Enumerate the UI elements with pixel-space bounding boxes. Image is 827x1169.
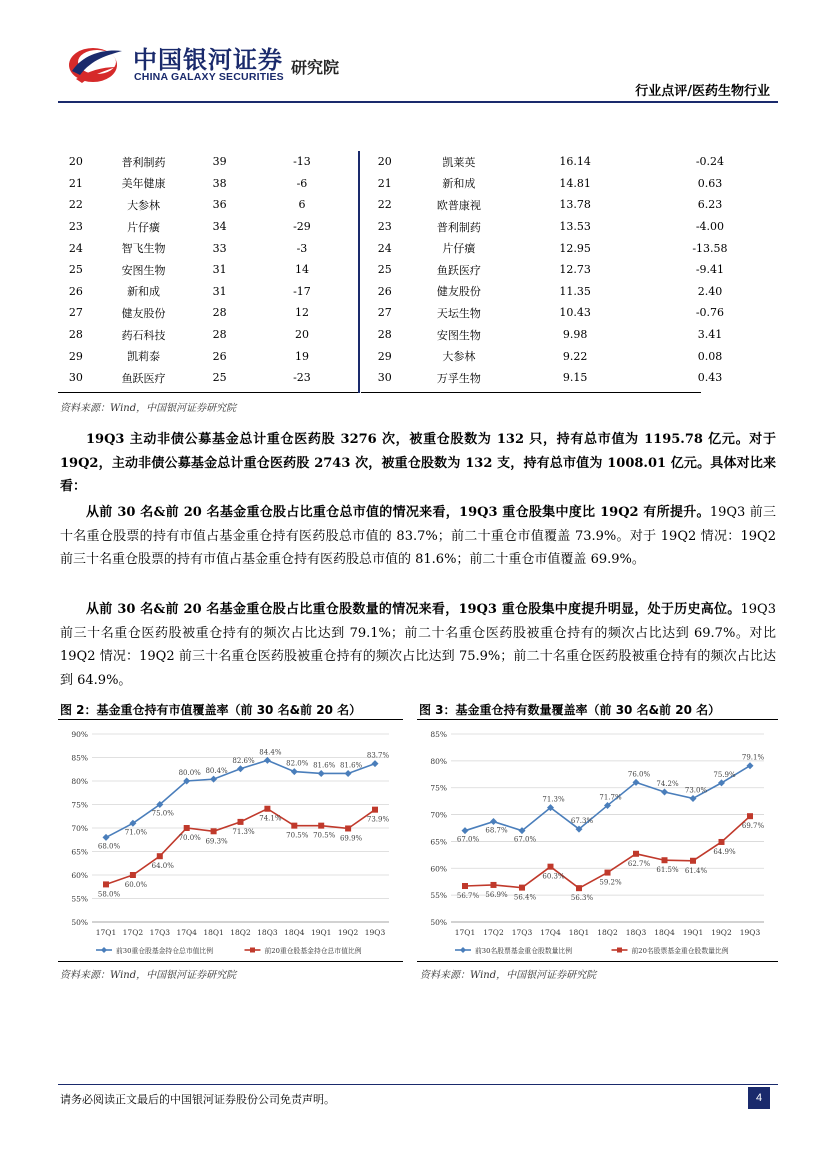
- x-tick-label: 18Q2: [230, 928, 251, 937]
- table-cell: -9.41: [695, 263, 725, 277]
- data-label: 81.6%: [339, 761, 363, 770]
- paragraph-body: 19Q3 前三十名重仓医药股被重仓持有的频次占比达到 79.1%；前二十名重仓医药股被重仓持有的频次占比达到 69.7%。对比 19Q2 情况：19Q2 前三十名重仓医药股被重仓持有的频次占比达到 75.9%；前二十名重仓医药股被重仓持有的频次占比达到 64.9%。: [60, 602, 776, 688]
- institute-name: 研究院: [291, 58, 340, 77]
- table-cell: 20: [377, 155, 392, 169]
- table-cell: -3: [296, 241, 308, 255]
- table-cell: 0.43: [697, 371, 723, 385]
- table-cell: 27: [377, 306, 392, 320]
- legend-label: 前20名股票基金重仓股数量比例: [631, 947, 729, 955]
- table-cell: 27: [68, 306, 83, 320]
- data-point: [605, 870, 611, 876]
- y-tick-label: 65%: [71, 847, 88, 857]
- data-point: [318, 770, 325, 777]
- data-point: [576, 885, 582, 891]
- table-cell: 23: [68, 220, 83, 234]
- y-tick-label: 60%: [71, 871, 88, 880]
- data-label: 73.0%: [684, 786, 708, 795]
- x-tick-label: 17Q2: [122, 928, 144, 937]
- data-label: 70.5%: [313, 831, 336, 840]
- table-cell: 26: [377, 284, 392, 298]
- table-cell: 34: [212, 220, 227, 234]
- y-tick-label: 50%: [430, 918, 447, 927]
- data-label: 70.0%: [178, 834, 201, 842]
- table-cell: 大参林: [442, 350, 476, 364]
- data-point: [103, 834, 110, 841]
- table-cell: 16.14: [559, 155, 591, 169]
- data-label: 70.5%: [286, 831, 309, 840]
- table-cell: 新和成: [442, 177, 476, 191]
- x-tick-label: 17Q4: [176, 928, 197, 937]
- paragraph-lead: 从前 30 名&前 20 名基金重仓股占比重仓股数量的情况来看，19Q3 重仓股集中度提升明显，处于历史高位。: [86, 602, 741, 617]
- figure-title-rule: [58, 719, 403, 720]
- data-label: 76.0%: [627, 770, 651, 779]
- data-point: [747, 762, 754, 769]
- table-row: [58, 345, 358, 367]
- table-cell: 24: [377, 241, 392, 255]
- table-cell: 万孚生物: [436, 371, 481, 385]
- legend-label: 前20重仓股基金持仓总市值比例: [264, 947, 362, 955]
- data-label: 67.3%: [570, 817, 594, 826]
- x-tick-label: 18Q3: [257, 928, 278, 937]
- table-cell: -13.58: [692, 241, 728, 255]
- table-row: [58, 216, 358, 238]
- table-cell: 22: [377, 198, 392, 212]
- data-point: [548, 864, 554, 870]
- table-cell: 12: [294, 306, 309, 320]
- table-cell: 30: [68, 371, 83, 385]
- x-tick-label: 19Q3: [364, 928, 386, 937]
- data-label: 61.4%: [684, 866, 708, 875]
- table-cell: 28: [212, 306, 227, 320]
- table-row: [360, 281, 778, 303]
- data-point: [130, 872, 136, 878]
- figure-2-source: 资料来源：Wind，中国银河证券研究院: [60, 970, 237, 981]
- data-label: 68.7%: [485, 826, 508, 835]
- data-label: 80.0%: [178, 769, 201, 777]
- table-row: [360, 367, 778, 389]
- table-cell: 12.73: [559, 263, 591, 277]
- table-bottom-rule: [361, 392, 701, 393]
- data-point: [661, 789, 668, 796]
- table-cell: 9.22: [562, 349, 588, 363]
- table-cell: 20: [294, 328, 309, 342]
- paragraph-summary: 19Q3 主动非债公募基金总计重仓医药股 3276 次，被重仓股数为 132 只，持有总市值为 1195.78 亿元。对于 19Q2，主动非债公募基金总计重仓医药股 2743 次，被重仓股数为 132 支，持有总市值为 1008.01 亿元。具体对比来看：: [60, 432, 776, 494]
- y-tick-label: 75%: [430, 783, 447, 793]
- table-cell: 安图生物: [121, 263, 166, 277]
- data-label: 69.9%: [339, 834, 363, 843]
- paragraph-body: 19Q3 前三十名重仓股票的持有市值占基金重仓持有医药股总市值的 83.7%；前二十重仓市值覆盖 73.9%。对于 19Q2 情况：19Q2 前三十名重仓股票的持有市值占基金重仓持有医药股总市值的 81.6%；前二十重仓市值覆盖 69.9%。: [60, 505, 776, 567]
- table-cell: 0.63: [697, 176, 723, 190]
- table-divider: [358, 151, 360, 393]
- data-point: [291, 823, 297, 829]
- chart-count-coverage: [417, 722, 778, 960]
- data-label: 84.4%: [259, 748, 282, 757]
- brand-name-cn: 中国银河证券: [133, 46, 283, 74]
- x-tick-label: 19Q1: [310, 928, 332, 937]
- data-point: [662, 857, 668, 863]
- x-tick-label: 19Q1: [682, 928, 704, 937]
- data-point: [211, 828, 217, 834]
- table-row: [360, 216, 778, 238]
- y-tick-label: 80%: [71, 777, 88, 786]
- table-cell: 9.98: [562, 328, 588, 342]
- table-cell: 39: [212, 155, 227, 169]
- table-cell: 14: [294, 263, 309, 277]
- galaxy-logo-icon: [66, 41, 124, 85]
- table-cell: 大参林: [127, 198, 161, 212]
- data-label: 75.9%: [713, 770, 736, 779]
- data-point: [519, 885, 525, 891]
- table-cell: 新和成: [127, 285, 161, 299]
- table-cell: 21: [377, 176, 392, 190]
- data-label: 56.9%: [485, 890, 508, 899]
- table-cell: 19: [294, 349, 309, 363]
- data-label: 74.2%: [656, 780, 679, 789]
- series-line: [465, 816, 750, 888]
- data-point: [690, 795, 697, 802]
- legend-marker: [617, 948, 622, 953]
- table-cell: 31: [212, 263, 227, 277]
- table-cell: 25: [377, 263, 392, 277]
- x-tick-label: 19Q3: [739, 928, 761, 937]
- table-cell: -4.00: [695, 220, 725, 234]
- table-cell: 25: [212, 371, 227, 385]
- table-row: [360, 259, 778, 281]
- table-cell: 25: [68, 263, 83, 277]
- x-tick-label: 18Q1: [568, 928, 590, 937]
- data-label: 71.0%: [124, 828, 148, 837]
- table-row: [58, 194, 358, 216]
- table-row: [360, 151, 778, 173]
- footer-disclaimer: 请务必阅读正文最后的中国银河证券股份公司免责声明。: [60, 1093, 335, 1106]
- table-cell: 欧普康视: [436, 198, 481, 212]
- data-point: [719, 839, 725, 845]
- data-point: [747, 813, 753, 819]
- table-row: [360, 302, 778, 324]
- y-tick-label: 50%: [71, 918, 88, 927]
- table-cell: 鱼跃医疗: [121, 371, 166, 385]
- table-cell: 22: [68, 198, 83, 212]
- figure-bottom-rule: [417, 961, 778, 962]
- table-cell: 10.43: [559, 306, 591, 320]
- table-cell: 26: [68, 284, 83, 298]
- data-label: 59.2%: [599, 878, 622, 887]
- data-label: 64.9%: [713, 847, 736, 856]
- data-point: [372, 807, 378, 813]
- table-cell: 29: [377, 349, 392, 363]
- table-cell: 安图生物: [436, 328, 481, 342]
- table-row: [58, 173, 358, 195]
- legend-label: 前30重仓股基金持仓总市值比例: [116, 947, 214, 955]
- y-tick-label: 70%: [71, 824, 88, 833]
- x-tick-label: 19Q2: [711, 928, 732, 937]
- data-point: [103, 881, 109, 887]
- table-cell: 鱼跃医疗: [436, 263, 481, 277]
- figure-3-title: 图 3：基金重仓持有数量覆盖率（前 30 名&前 20 名）: [419, 703, 721, 717]
- table-cell: -29: [293, 220, 311, 234]
- table-cell: -6: [296, 176, 308, 190]
- paragraph-market-value: [60, 501, 776, 572]
- table-row: [58, 151, 358, 173]
- data-label: 82.6%: [232, 756, 255, 765]
- table-cell: -0.24: [695, 155, 725, 169]
- x-tick-label: 18Q1: [203, 928, 224, 937]
- data-point: [238, 819, 244, 825]
- paragraph-count: [60, 598, 776, 692]
- x-tick-label: 17Q4: [540, 928, 561, 937]
- data-point: [491, 882, 497, 888]
- data-point: [157, 853, 163, 859]
- table-cell: 6: [298, 198, 306, 212]
- data-point: [291, 768, 298, 775]
- table-cell: 凯莱英: [442, 155, 476, 169]
- data-point: [237, 765, 244, 772]
- figure-title-rule: [417, 719, 778, 720]
- data-label: 80.4%: [205, 767, 228, 776]
- table-cell: 30: [377, 371, 392, 385]
- data-label: 71.7%: [599, 793, 622, 802]
- table-bottom-rule: [58, 392, 358, 393]
- table-cell: 3.41: [697, 328, 723, 342]
- table-row: [58, 302, 358, 324]
- ranking-table-left: [58, 151, 358, 389]
- table-cell: 31: [212, 284, 227, 298]
- table-cell: 14.81: [559, 176, 591, 190]
- data-point: [264, 806, 270, 812]
- y-tick-label: 75%: [71, 800, 88, 810]
- table-row: [58, 367, 358, 389]
- x-tick-label: 18Q2: [597, 928, 618, 937]
- data-point: [210, 776, 217, 783]
- data-point: [462, 827, 469, 834]
- data-label: 56.7%: [456, 892, 480, 901]
- data-label: 67.0%: [513, 835, 537, 844]
- data-label: 69.3%: [205, 837, 228, 846]
- page-number: 4: [748, 1087, 770, 1109]
- x-tick-label: 17Q1: [95, 928, 117, 937]
- table-cell: 29: [68, 349, 83, 363]
- table-cell: -0.76: [695, 306, 725, 320]
- table-row: [360, 194, 778, 216]
- chart-market-value-coverage: [58, 722, 403, 960]
- x-tick-label: 17Q2: [483, 928, 504, 937]
- data-point: [345, 770, 352, 777]
- table-cell: 13.53: [559, 220, 591, 234]
- data-label: 74.1%: [259, 814, 282, 823]
- table-cell: 28: [377, 328, 392, 342]
- table-cell: 药石科技: [121, 328, 166, 342]
- brand-name-en: CHINA GALAXY SECURITIES: [134, 71, 284, 83]
- x-tick-label: 17Q1: [454, 928, 476, 937]
- data-point: [718, 779, 725, 786]
- data-label: 79.1%: [741, 753, 765, 762]
- y-tick-label: 55%: [430, 891, 447, 901]
- y-tick-label: 55%: [71, 894, 88, 904]
- data-point: [690, 858, 696, 864]
- x-tick-label: 18Q4: [654, 928, 675, 937]
- table-cell: -17: [293, 284, 311, 298]
- data-point: [490, 818, 497, 825]
- paragraph-lead: 从前 30 名&前 20 名基金重仓股占比重仓总市值的情况来看，19Q3 重仓股集中度比 19Q2 有所提升。: [86, 505, 710, 520]
- data-point: [372, 760, 379, 767]
- figure-3-source: 资料来源：Wind，中国银河证券研究院: [420, 970, 597, 981]
- data-label: 62.7%: [627, 859, 651, 868]
- table-cell: 36: [212, 198, 227, 212]
- table-cell: 9.15: [562, 371, 588, 385]
- y-tick-label: 60%: [430, 864, 447, 874]
- table-cell: 28: [212, 328, 227, 342]
- ranking-table-right: [360, 151, 778, 389]
- table-cell: 健友股份: [121, 306, 166, 320]
- figure-bottom-rule: [58, 961, 403, 962]
- data-label: 56.4%: [513, 893, 537, 902]
- table-cell: 美年健康: [121, 177, 166, 191]
- table-cell: -13: [293, 155, 311, 169]
- table-row: [360, 173, 778, 195]
- y-tick-label: 80%: [430, 756, 447, 766]
- table-cell: 片仔癀: [442, 242, 476, 256]
- table-cell: 33: [212, 241, 227, 255]
- table-cell: 普利制药: [121, 155, 166, 169]
- table-source: 资料来源：Wind，中国银河证券研究院: [60, 403, 237, 414]
- legend-label: 前30名股票基金重仓股数量比例: [475, 947, 573, 955]
- table-cell: 12.95: [559, 241, 591, 255]
- table-cell: 20: [68, 155, 83, 169]
- y-tick-label: 85%: [71, 753, 88, 763]
- data-label: 68.0%: [97, 842, 121, 851]
- table-cell: 凯莉泰: [127, 350, 161, 364]
- data-label: 73.9%: [366, 815, 390, 824]
- footer-divider: [58, 1084, 778, 1085]
- data-label: 82.0%: [286, 759, 309, 768]
- y-tick-label: 65%: [430, 837, 447, 847]
- x-tick-label: 18Q3: [625, 928, 647, 937]
- table-cell: 智飞生物: [121, 242, 166, 256]
- data-point: [345, 825, 351, 831]
- y-tick-label: 85%: [430, 730, 447, 739]
- table-row: [360, 324, 778, 346]
- data-label: 71.3%: [542, 795, 565, 804]
- data-label: 81.6%: [313, 761, 336, 770]
- data-label: 67.0%: [456, 835, 480, 844]
- table-cell: 天坛生物: [436, 306, 481, 320]
- data-label: 60.0%: [124, 881, 148, 889]
- table-cell: 23: [377, 220, 392, 234]
- y-tick-label: 70%: [430, 810, 447, 820]
- x-tick-label: 17Q3: [149, 928, 171, 937]
- table-cell: -23: [293, 371, 311, 385]
- x-tick-label: 19Q2: [337, 928, 359, 937]
- table-cell: 2.40: [697, 284, 723, 298]
- table-cell: 片仔癀: [127, 220, 161, 234]
- table-row: [58, 237, 358, 259]
- data-label: 83.7%: [366, 751, 390, 760]
- table-cell: 21: [68, 176, 83, 190]
- table-cell: 38: [212, 176, 227, 190]
- table-cell: 11.35: [559, 284, 591, 298]
- table-cell: 0.08: [697, 349, 723, 363]
- table-row: [360, 237, 778, 259]
- legend-marker: [250, 948, 255, 953]
- table-cell: 普利制药: [436, 220, 481, 234]
- data-label: 61.5%: [656, 866, 679, 875]
- data-label: 71.3%: [232, 827, 255, 836]
- report-category: 行业点评/医药生物行业: [635, 84, 770, 99]
- data-label: 58.0%: [97, 890, 121, 899]
- legend-marker: [460, 947, 466, 953]
- data-label: 69.7%: [741, 822, 765, 831]
- legend-marker: [101, 947, 107, 953]
- table-cell: 24: [68, 241, 83, 255]
- data-label: 64.0%: [151, 862, 174, 871]
- table-cell: 6.23: [697, 198, 723, 212]
- table-row: [58, 281, 358, 303]
- x-tick-label: 17Q3: [511, 928, 533, 937]
- x-tick-label: 18Q4: [284, 928, 305, 937]
- table-row: [360, 345, 778, 367]
- data-point: [633, 851, 639, 857]
- page-header: [0, 0, 827, 104]
- table-row: [58, 259, 358, 281]
- table-cell: 26: [212, 349, 227, 363]
- data-point: [184, 825, 190, 831]
- data-label: 75.0%: [151, 809, 174, 818]
- y-tick-label: 90%: [71, 730, 88, 739]
- data-label: 60.3%: [542, 872, 565, 881]
- data-label: 56.3%: [570, 894, 594, 903]
- data-point: [462, 883, 468, 889]
- table-row: [58, 324, 358, 346]
- table-cell: 健友股份: [436, 285, 481, 299]
- data-point: [318, 823, 324, 829]
- figure-2-title: 图 2：基金重仓持有市值覆盖率（前 30 名&前 20 名）: [60, 703, 362, 717]
- table-cell: 28: [68, 328, 83, 342]
- table-cell: 13.78: [559, 198, 591, 212]
- header-divider: [58, 101, 778, 103]
